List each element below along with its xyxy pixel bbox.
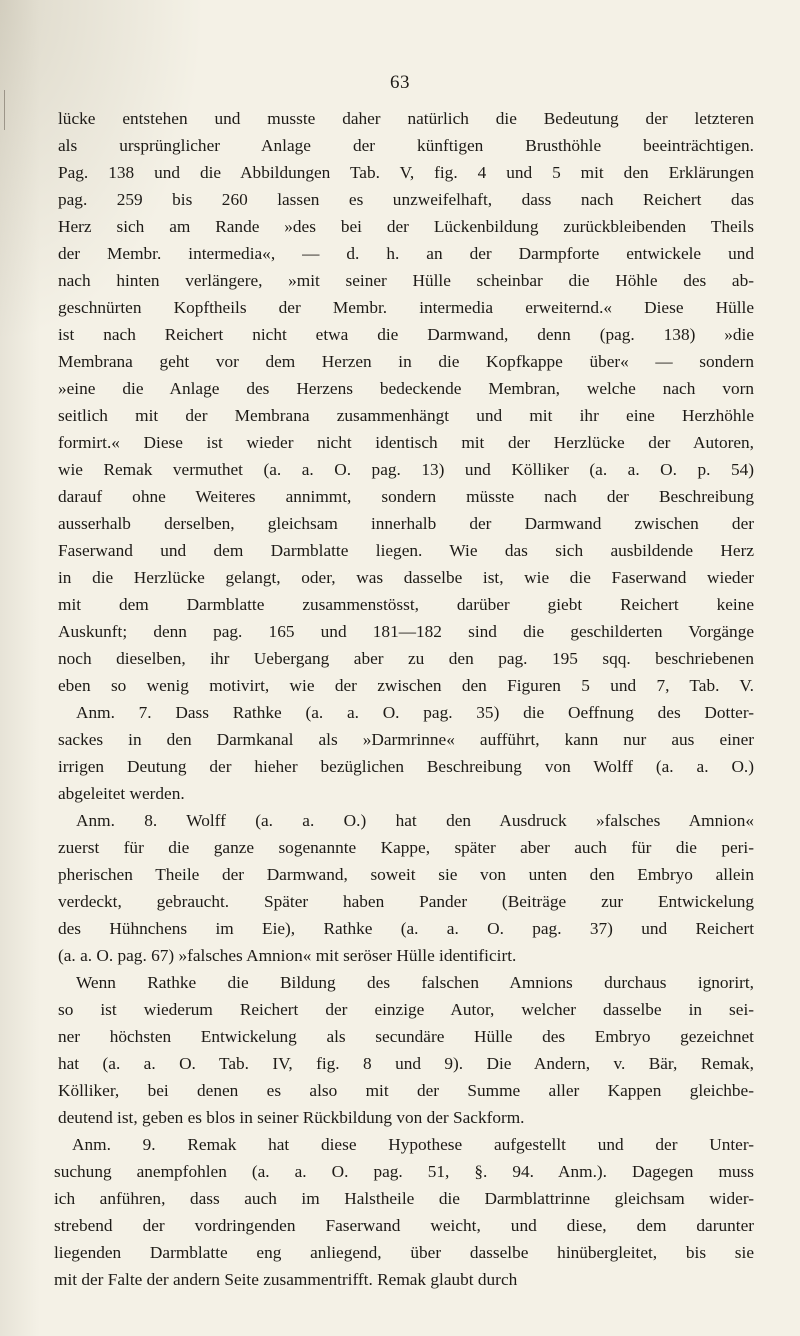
text-line: ich anführen, dass auch im Halstheile die Darmblattrinne gleichsam wider-: [54, 1189, 754, 1208]
text-line: eben so wenig motivirt, wie der zwischen den Figuren 5 und 7, Tab. V.: [58, 676, 754, 695]
text-line: lücke entstehen und musste daher natürlich die Bedeutung der letzteren: [58, 109, 754, 128]
text-line: hat (a. a. O. Tab. IV, fig. 8 und 9). Die Andern, v. Bär, Remak,: [58, 1054, 754, 1073]
text-line: der Membr. intermedia«, — d. h. an der Darmpforte entwickele und: [58, 244, 754, 263]
text-line: irrigen Deutung der hieher bezüglichen Beschreibung von Wolff (a. a. O.): [58, 757, 754, 776]
text-line: in die Herzlücke gelangt, oder, was dasselbe ist, wie die Faserwand wieder: [58, 568, 754, 587]
text-line: Anm. 9. Remak hat diese Hypothese aufgestellt und der Unter-: [72, 1135, 754, 1154]
text-line: Wenn Rathke die Bildung des falschen Amnions durchaus ignorirt,: [76, 973, 754, 992]
text-line: verdeckt, gebraucht. Später haben Pander (Beiträge zur Entwickelung: [58, 892, 754, 911]
text-line: darauf ohne Weiteres annimmt, sondern müsste nach der Beschreibung: [58, 487, 754, 506]
text-line: Membrana geht vor dem Herzen in die Kopfkappe über« — sondern: [58, 352, 754, 371]
text-line: so ist wiederum Reichert der einzige Autor, welcher dasselbe in sei-: [58, 1000, 754, 1019]
text-line: Pag. 138 und die Abbildungen Tab. V, fig. 4 und 5 mit den Erklärungen: [58, 163, 754, 182]
text-line: strebend der vordringenden Faserwand weicht, und diese, dem darunter: [54, 1216, 754, 1235]
text-line: pag. 259 bis 260 lassen es unzweifelhaft, dass nach Reichert das: [58, 190, 754, 209]
text-line: des Hühnchens im Eie), Rathke (a. a. O. pag. 37) und Reichert: [58, 919, 754, 938]
text-line: als ursprünglicher Anlage der künftigen Brusthöhle beeinträchtigen.: [58, 136, 754, 155]
page-edge-mark: [4, 90, 11, 130]
text-line: deutend ist, geben es blos in seiner Rückbildung von der Sackform.: [58, 1108, 525, 1127]
text-line: wie Remak vermuthet (a. a. O. pag. 13) und Kölliker (a. a. O. p. 54): [58, 460, 754, 479]
text-line: Anm. 8. Wolff (a. a. O.) hat den Ausdruck »falsches Amnion«: [76, 811, 754, 830]
text-line: mit der Falte der andern Seite zusammentrifft. Remak glaubt durch: [54, 1270, 518, 1289]
text-line: Kölliker, bei denen es also mit der Summe aller Kappen gleichbe-: [58, 1081, 754, 1100]
text-line: abgeleitet werden.: [58, 784, 185, 803]
text-line: zuerst für die ganze sogenannte Kappe, später aber auch für die peri-: [58, 838, 754, 857]
text-line: Faserwand und dem Darmblatte liegen. Wie das sich ausbildende Herz: [58, 541, 754, 560]
text-line: formirt.« Diese ist wieder nicht identisch mit der Herzlücke der Autoren,: [58, 433, 754, 452]
text-line: »eine die Anlage des Herzens bedeckende Membran, welche nach vorn: [58, 379, 754, 398]
text-line: ausserhalb derselben, gleichsam innerhalb der Darmwand zwischen der: [58, 514, 754, 533]
text-line: ner höchsten Entwickelung als secundäre Hülle des Embryo gezeichnet: [58, 1027, 754, 1046]
text-line: ist nach Reichert nicht etwa die Darmwand, denn (pag. 138) »die: [58, 325, 754, 344]
text-line: Anm. 7. Dass Rathke (a. a. O. pag. 35) die Oeffnung des Dotter-: [76, 703, 754, 722]
page-number: 63: [390, 72, 410, 93]
text-line: seitlich mit der Membrana zusammenhängt und mit ihr eine Herzhöhle: [58, 406, 754, 425]
text-line: nach hinten verlängere, »mit seiner Hülle scheinbar die Höhle des ab-: [58, 271, 754, 290]
text-line: Auskunft; denn pag. 165 und 181—182 sind die geschilderten Vorgänge: [58, 622, 754, 641]
text-line: geschnürten Kopftheils der Membr. intermedia erweiternd.« Diese Hülle: [58, 298, 754, 317]
text-line: mit dem Darmblatte zusammenstösst, darüber giebt Reichert keine: [58, 595, 754, 614]
text-line: liegenden Darmblatte eng anliegend, über dasselbe hinübergleitet, bis sie: [54, 1243, 754, 1262]
text-line: sackes in den Darmkanal als »Darmrinne« aufführt, kann nur aus einer: [58, 730, 754, 749]
text-line: noch dieselben, ihr Uebergang aber zu den pag. 195 sqq. beschriebenen: [58, 649, 754, 668]
text-line: suchung anempfohlen (a. a. O. pag. 51, §. 94. Anm.). Dagegen muss: [54, 1162, 754, 1181]
text-line: (a. a. O. pag. 67) »falsches Amnion« mit seröser Hülle identificirt.: [58, 946, 517, 965]
text-line: Herz sich am Rande »des bei der Lückenbildung zurückbleibenden Theils: [58, 217, 754, 236]
text-line: pherischen Theile der Darmwand, soweit sie von unten den Embryo allein: [58, 865, 754, 884]
